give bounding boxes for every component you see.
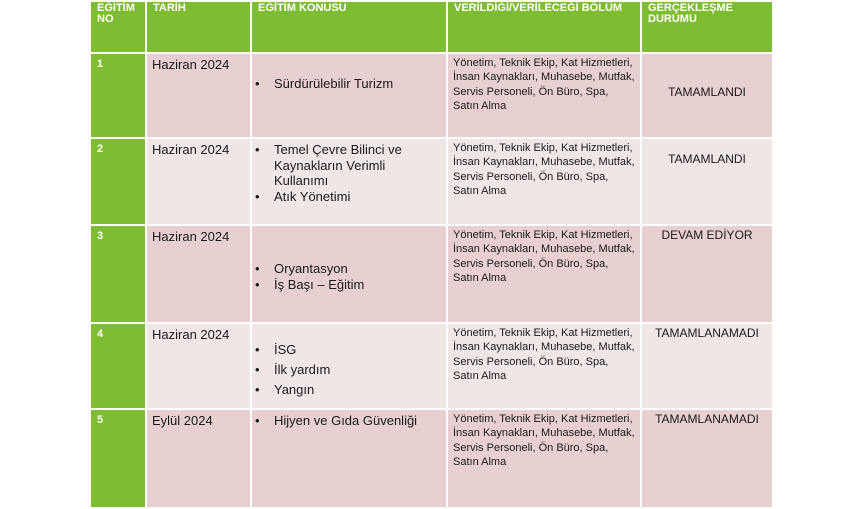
row-no: 2 <box>90 138 146 225</box>
training-table <box>89 0 774 509</box>
row-status: DEVAM EDİYOR <box>641 225 773 323</box>
header-date: TARİH <box>146 1 251 53</box>
row-status: TAMAMLANDI <box>641 53 773 138</box>
row-no: 3 <box>90 225 146 323</box>
topic-item: • Oryantasyon <box>272 261 446 277</box>
row-date: Haziran 2024 <box>146 138 251 225</box>
header-dept: VERİLDİĞİ/VERİLECEĞİ BÖLÜM <box>447 1 641 53</box>
header-row <box>90 1 773 53</box>
table-row <box>90 323 773 409</box>
row-dept: Yönetim, Teknik Ekip, Kat Hizmetleri, İnsan Kaynakları, Muhasebe, Mutfak, Servis Personeli, Ön Büro, Spa, Satın Alma <box>447 53 641 138</box>
row-topic <box>251 409 447 508</box>
topic-item: • İlk yardım <box>272 360 446 380</box>
row-dept: Yönetim, Teknik Ekip, Kat Hizmetleri, İnsan Kaynakları, Muhasebe, Mutfak, Servis Personeli, Ön Büro, Spa, Satın Alma <box>447 409 641 508</box>
table-row <box>90 138 773 225</box>
topic-item: • Yangın <box>272 380 446 400</box>
row-dept: Yönetim, Teknik Ekip, Kat Hizmetleri, İnsan Kaynakları, Muhasebe, Mutfak, Servis Personeli, Ön Büro, Spa, Satın Alma <box>447 225 641 323</box>
topic-item: • İş Başı – Eğitim <box>272 277 446 293</box>
topic-item: • Hijyen ve Gıda Güvenliği <box>272 413 446 429</box>
table-row <box>90 53 773 138</box>
table-row <box>90 225 773 323</box>
row-date: Eylül 2024 <box>146 409 251 508</box>
row-no: 1 <box>90 53 146 138</box>
header-no: EĞİTİM NO <box>90 1 146 53</box>
row-topic <box>251 138 447 225</box>
row-no: 4 <box>90 323 146 409</box>
topic-item: • Sürdürülebilir Turizm <box>272 76 446 92</box>
row-date: Haziran 2024 <box>146 323 251 409</box>
row-status: TAMAMLANAMADI <box>641 323 773 409</box>
row-status: TAMAMLANAMADI <box>641 409 773 508</box>
row-date: Haziran 2024 <box>146 53 251 138</box>
row-no: 5 <box>90 409 146 508</box>
header-status: GERÇEKLEŞME DURUMU <box>641 1 773 53</box>
row-dept: Yönetim, Teknik Ekip, Kat Hizmetleri, İnsan Kaynakları, Muhasebe, Mutfak, Servis Personeli, Ön Büro, Spa, Satın Alma <box>447 138 641 225</box>
topic-item: • Atık Yönetimi <box>272 189 446 205</box>
topic-item: • İSG <box>272 340 446 360</box>
table-row <box>90 409 773 508</box>
header-topic: EĞİTİM KONUSU <box>251 1 447 53</box>
row-date: Haziran 2024 <box>146 225 251 323</box>
topic-item: • Temel Çevre Bilinci ve Kaynakların Verimli Kullanımı <box>272 142 434 189</box>
row-topic <box>251 225 447 323</box>
row-dept: Yönetim, Teknik Ekip, Kat Hizmetleri, İnsan Kaynakları, Muhasebe, Mutfak, Servis Personeli, Ön Büro, Spa, Satın Alma <box>447 323 641 409</box>
row-topic <box>251 53 447 138</box>
row-status: TAMAMLANDI <box>641 138 773 225</box>
row-topic <box>251 323 447 409</box>
